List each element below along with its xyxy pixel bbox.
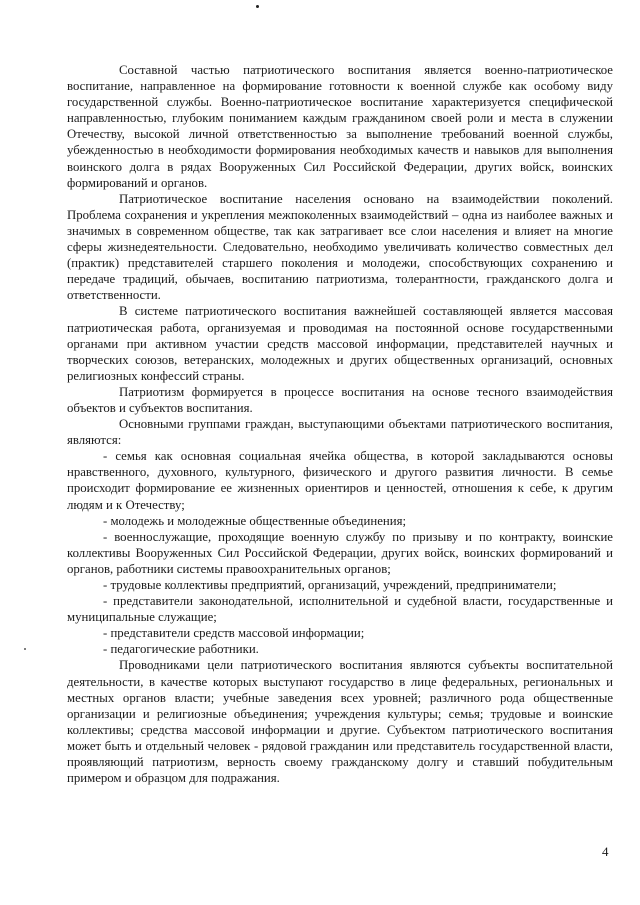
list-item-media: - представители средств массовой информации; — [103, 626, 365, 641]
paragraph-interaction: Патриотизм формируется в процессе воспитания на основе тесного взаимодействия объектов и субъектов воспитания. — [67, 384, 613, 415]
scan-speck — [24, 648, 26, 650]
list-item-authorities: - представители законодательной, исполнительной и судебной власти, государственные и муниципальные служащие; — [67, 594, 613, 625]
list-item-youth: - молодежь и молодежные общественные объединения; — [103, 513, 407, 528]
list-item-labor-collectives: - трудовые коллективы предприятий, организаций, учреждений, предприниматели; — [103, 578, 557, 592]
page-number: 4 — [602, 844, 609, 859]
paragraph-generations: Патриотическое воспитание населения основано на взаимодействии поколений. Проблема сохранения и укрепления межпоколенных взаимодействий – одна из наиболее важных и значимых в современном обществе, так как затрагивает все слои населения и влияет на многие сферы жизнедеятельности. Следовательно, необходимо увеличивать количество совместных дел (практик) представителей старшего поколения и молодежи, способствующих сохранению и передаче традиций, обычаев, воспитанию патриотизма, толерантности, гражданского долга и ответственности. — [67, 191, 613, 303]
paragraph-military-patriotic: Составной частью патриотического воспитания является военно-патриотическое воспитание, направленное на формирование готовности к военной службе как особому виду государственной службы. Военно-патриотическое воспитание характеризуется специфической направленностью, глубоким пониманием каждым гражданином своей роли и места в служении Отечеству, высокой личной ответственностью за выполнение требований военной службы, убежденностью в необходимости формирования необходимых качеств и навыков для выполнения воинского долга в рядах Вооруженных Сил Российской Федерации, других войск, воинских формирований и органов. — [67, 63, 613, 190]
paragraph-mass-work: В системе патриотического воспитания важнейшей составляющей является массовая патриотическая работа, организуемая и проводимая на постоянной основе государственными органами при активном участии средств массовой информации, представителей научных и творческих союзов, ветеранских, молодежных и других общественных организаций, основных религиозных конфессий страны. — [67, 304, 613, 383]
paragraph-object-groups-intro: Основными группами граждан, выступающими объектами патриотического воспитания, являются: — [67, 417, 613, 448]
scan-speck — [256, 5, 259, 8]
paragraph-subjects: Проводниками цели патриотического воспитания являются субъекты воспитательной деятельности, в качестве которых выступают государство в лице федеральных, региональных и местных органов власти; учебные заведения всех уровней; различного рода общественные организации и религиозные объединения; учреждения культуры; семья; трудовые и воинские коллективы; средства массовой информации и другие. Субъектом патриотического воспитания может быть и отдельный человек - рядовой гражданин или представитель государственной власти, проявляющий патриотизм, верность своему гражданскому долгу и ставший побудительным примером и образцом для подражания. — [67, 658, 613, 786]
list-item-family: - семья как основная социальная ячейка общества, в которой закладываются основы нравственного, духовного, культурного, физического и другого развития личности. В семье происходит формирование ее жизненных ориентиров и ценностей, отношения к себе, к другим людям и к Отечеству; — [67, 449, 613, 512]
list-item-teachers: - педагогические работники. — [103, 642, 259, 657]
list-item-military: - военнослужащие, проходящие военную службу по призыву и по контракту, воинские коллективы Вооруженных Сил Российской Федерации, других войск, воинских формирований и органов, работники системы правоохранительных органов; — [67, 529, 613, 576]
body-text — [67, 62, 613, 786]
